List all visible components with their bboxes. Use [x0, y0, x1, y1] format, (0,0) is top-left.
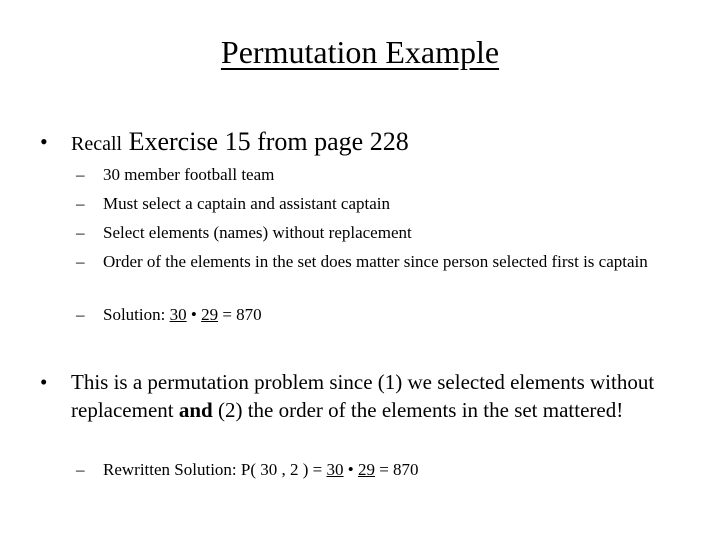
dash-marker: – [76, 305, 85, 324]
solution-label: Solution: [103, 305, 170, 324]
dash-marker: – [76, 460, 85, 479]
sub-item [76, 252, 676, 271]
sub-item [76, 194, 676, 213]
solution-factor-a: 30 [169, 305, 187, 324]
slide-title: Permutation Example [220, 34, 500, 70]
rewritten-solution-text [103, 460, 676, 479]
solution-line [76, 305, 676, 324]
sub-item-text: 30 member football team [103, 165, 275, 184]
rewritten-factor-b: 29 [357, 460, 375, 479]
rewritten-result: = 870 [374, 460, 419, 479]
solution-operator: • [186, 305, 202, 324]
sub-item-text: Select elements (names) without replacement [103, 223, 412, 242]
bullet-marker: • [40, 129, 48, 154]
permutation-text-before: This is a permutation problem since (1) we selected elements without replacement [71, 370, 655, 422]
sub-item-text: Order of the elements in the set does matter since person selected first is captain [103, 252, 648, 271]
permutation-text-after: (2) the order of the elements in the set mattered! [212, 398, 624, 422]
rewritten-factor-a: 30 [326, 460, 344, 479]
recall-rest: Exercise 15 from page 228 [122, 127, 409, 156]
rewritten-operator: • [343, 460, 358, 479]
solution-result: = 870 [218, 305, 262, 324]
rewritten-label: Rewritten Solution: [103, 460, 241, 479]
bullet-recall-text [71, 124, 680, 162]
dash-marker: – [76, 252, 85, 271]
recall-word: Recall [71, 133, 123, 155]
permutation-bold-word: and [178, 398, 213, 422]
dash-marker: – [76, 194, 85, 213]
bullet-marker: • [40, 370, 48, 394]
rewritten-solution-line [76, 460, 676, 479]
dash-marker: – [76, 223, 85, 242]
bullet-recall [40, 124, 680, 162]
solution-factor-b: 29 [201, 305, 219, 324]
solution-text [103, 305, 676, 324]
bullet-permutation-text [71, 368, 680, 424]
bullet-permutation [40, 368, 680, 424]
sub-item [76, 165, 676, 184]
dash-marker: – [76, 165, 85, 184]
rewritten-expression: P( 30 , 2 ) = [240, 460, 327, 479]
sub-item [76, 223, 676, 242]
sub-item-text: Must select a captain and assistant captain [103, 194, 391, 213]
